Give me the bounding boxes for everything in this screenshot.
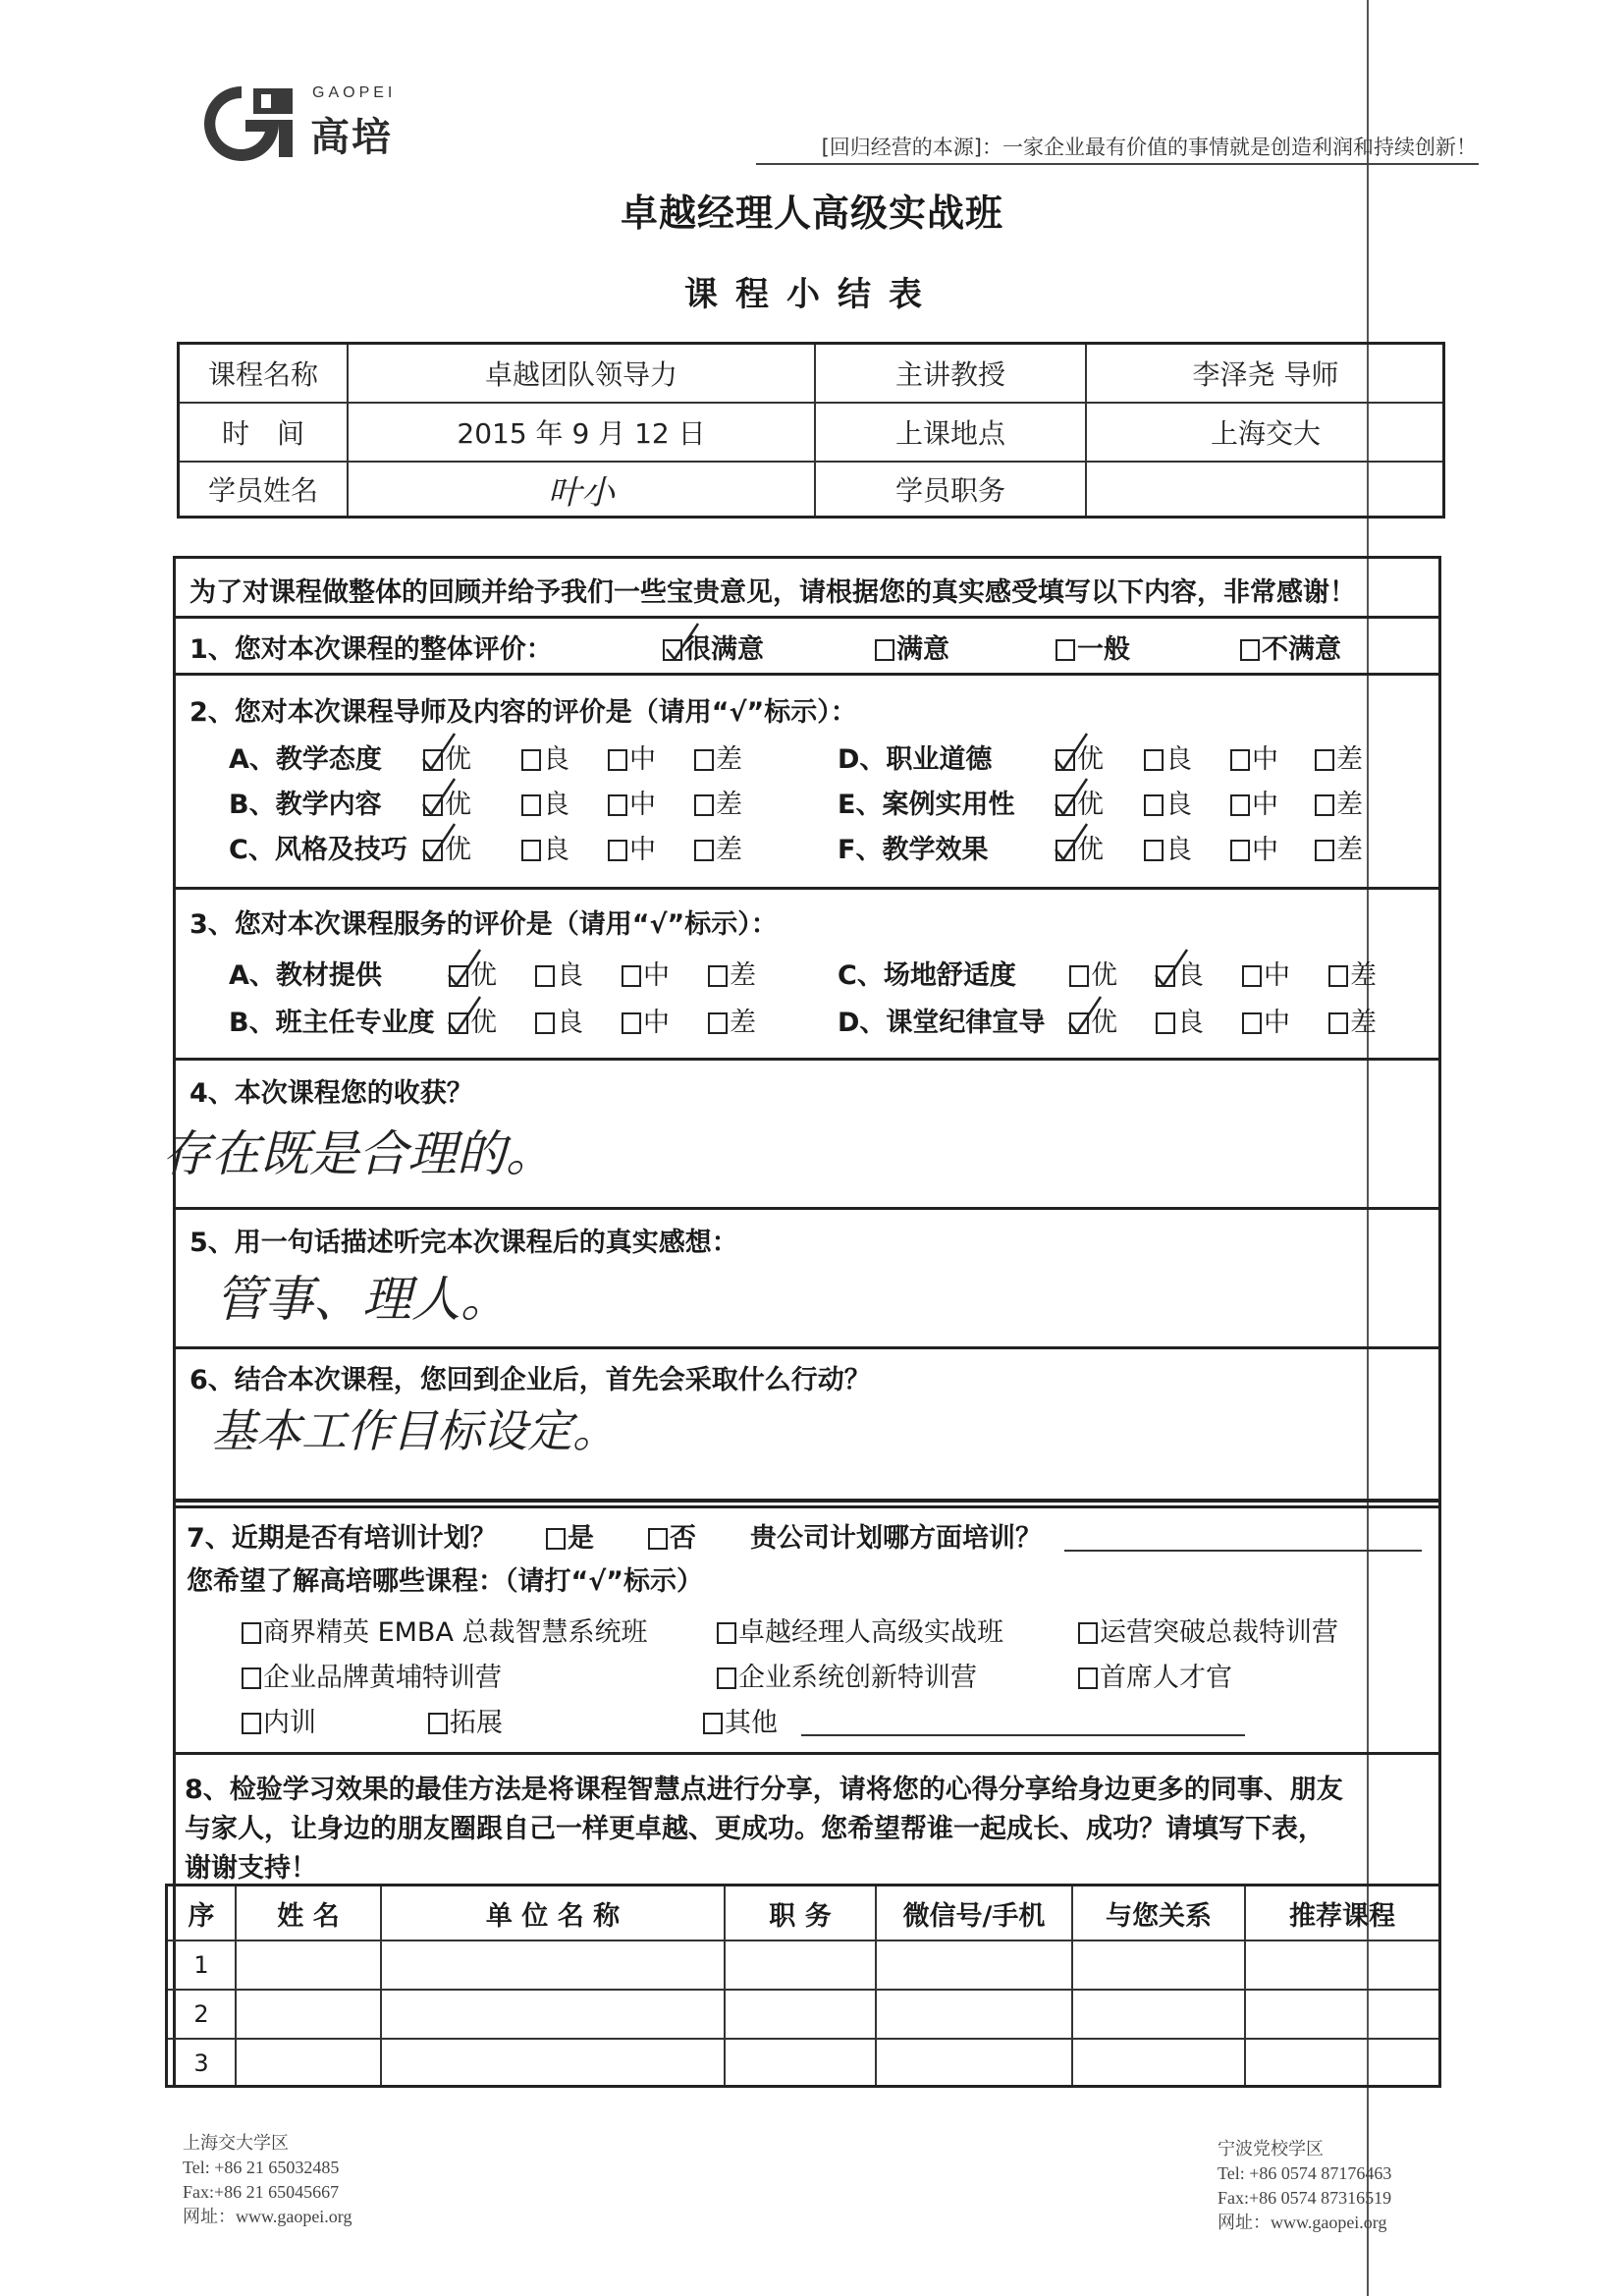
grade-label: 优 <box>1077 790 1104 820</box>
checkbox[interactable] <box>708 1012 728 1034</box>
grade-label: 良 <box>1165 744 1192 775</box>
location-value[interactable]: 上海交大 <box>1210 417 1321 450</box>
rating-item-label: E、案例实用性 <box>838 790 1015 820</box>
checkbox[interactable] <box>708 965 728 987</box>
checkbox[interactable] <box>622 1012 641 1034</box>
course-option-label: 卓越经理人高级实战班 <box>738 1617 1003 1648</box>
rating-option[interactable] <box>521 828 569 866</box>
rating-item-label: D、课堂纪律宣导 <box>838 1008 1046 1038</box>
section-divider <box>176 887 1438 890</box>
rating-item-label: A、教学态度 <box>229 744 382 775</box>
rating-option[interactable] <box>708 954 756 992</box>
checkbox[interactable] <box>1144 840 1164 861</box>
q1-option-label: 很满意 <box>684 634 764 665</box>
grade-label: 中 <box>1264 960 1290 991</box>
intro-text: 为了对课程做整体的回顾并给予我们一些宝贵意见，请根据您的真实感受填写以下内容，非常感谢！ <box>189 577 1356 608</box>
checkmark-icon <box>1065 993 1105 1038</box>
checkbox[interactable] <box>521 794 541 816</box>
checkbox[interactable] <box>1328 965 1348 987</box>
checkmark-icon <box>1052 775 1091 820</box>
grade-label: 优 <box>470 960 497 991</box>
course-option-label: 企业品牌黄埔特训营 <box>263 1663 502 1693</box>
location-label: 上课地点 <box>894 417 1005 450</box>
q4-text: 4、本次课程您的收获？ <box>189 1078 473 1109</box>
grade-label: 中 <box>1264 1008 1290 1038</box>
checkbox[interactable] <box>1242 965 1262 987</box>
grade-label: 中 <box>643 1008 670 1038</box>
feedback-form <box>162 556 1441 1508</box>
grade-label: 中 <box>1252 744 1278 775</box>
grade-label: 差 <box>716 835 742 865</box>
grade-label: 差 <box>1350 1008 1377 1038</box>
checkmark-icon <box>1152 946 1191 991</box>
time-label: 时 间 <box>221 417 304 450</box>
grade-label: 中 <box>1252 835 1278 865</box>
rating-option[interactable] <box>521 738 569 776</box>
rating-option[interactable] <box>608 783 656 821</box>
q1-option-average[interactable] <box>1056 628 1130 666</box>
footer-tel: Tel: +86 0574 87176463 <box>1218 2163 1392 2183</box>
rating-item-label: B、教学内容 <box>229 790 382 820</box>
checkbox[interactable] <box>1156 1012 1175 1034</box>
q1-option-label: 不满意 <box>1262 634 1341 665</box>
checkmark-icon <box>419 730 459 775</box>
grade-label: 优 <box>445 790 471 820</box>
footer-campus: 上海交大学区 <box>183 2133 289 2153</box>
footer-web-label: 网址： <box>183 2207 236 2226</box>
q7-area-question: 贵公司计划哪方面培训？ <box>750 1523 1042 1554</box>
time-value[interactable]: 2015 年 9 月 12 日 <box>457 417 706 450</box>
grade-label: 良 <box>1165 790 1192 820</box>
referral-table <box>165 1884 1441 2088</box>
q4-answer-handwriting[interactable]: 存在既是合理的。 <box>162 1125 555 1182</box>
referral-section <box>165 1508 1441 2088</box>
footer-web-link[interactable]: www.gaopei.org <box>236 2207 352 2226</box>
q1-option-label: 一般 <box>1077 634 1130 665</box>
section-divider <box>176 1207 1438 1210</box>
grade-label: 中 <box>629 835 656 865</box>
q7-course-question: 您希望了解高培哪些课程：（请打“√”标示） <box>187 1566 703 1597</box>
rating-option[interactable] <box>694 828 742 866</box>
course-name-value[interactable]: 卓越团队领导力 <box>484 358 677 391</box>
rating-option[interactable] <box>1242 954 1290 992</box>
footer-fax: Fax:+86 21 65045667 <box>183 2182 340 2202</box>
row-index: 1 <box>193 1951 209 1979</box>
rating-option[interactable] <box>608 738 656 776</box>
grade-label: 中 <box>629 790 656 820</box>
rating-option[interactable] <box>521 783 569 821</box>
rating-option[interactable] <box>1230 783 1278 821</box>
logo-cn-text: 高培 <box>310 115 393 160</box>
col-header-title: 职 务 <box>769 1900 832 1932</box>
section-divider <box>176 616 1438 619</box>
col-header-company: 单 位 名 称 <box>485 1900 621 1932</box>
grade-label: 优 <box>445 744 471 775</box>
checkmark-icon <box>663 620 702 665</box>
checkbox[interactable] <box>1144 794 1164 816</box>
student-position-value[interactable] <box>1087 463 1444 516</box>
course-option-label: 商界精英 EMBA 总裁智慧系统班 <box>263 1617 648 1648</box>
row-index: 2 <box>193 2000 209 2028</box>
checkbox[interactable] <box>608 794 627 816</box>
checkbox[interactable] <box>694 840 714 861</box>
footer-ningbo <box>1218 2137 1391 2235</box>
q8-line1: 8、检验学习效果的最佳方法是将课程智慧点进行分享，请将您的心得分享给身边更多的同事、朋友 <box>185 1775 1343 1805</box>
rating-item-label: F、教学效果 <box>838 835 989 865</box>
student-position-label: 学员职务 <box>894 474 1005 507</box>
checkmark-icon <box>1052 730 1091 775</box>
rating-option[interactable] <box>1144 783 1192 821</box>
student-name-label: 学员姓名 <box>207 474 318 507</box>
checkbox[interactable] <box>1230 840 1250 861</box>
grade-label: 良 <box>557 960 583 991</box>
checkbox[interactable] <box>1315 749 1334 771</box>
checkbox[interactable] <box>1315 794 1334 816</box>
row-index: 3 <box>193 2050 209 2077</box>
col-header-contact: 微信号/手机 <box>902 1900 1046 1932</box>
footer-campus: 宁波党校学区 <box>1218 2139 1324 2159</box>
rating-option[interactable] <box>708 1001 756 1039</box>
grade-label: 差 <box>716 790 742 820</box>
rating-item-label: D、职业道德 <box>838 744 993 775</box>
grade-label: 良 <box>1177 960 1204 991</box>
course-option-label: 其他 <box>725 1708 778 1738</box>
col-header-relation: 与您关系 <box>1106 1900 1212 1932</box>
course-name-label: 课程名称 <box>207 358 318 391</box>
rating-item-label: A、教材提供 <box>229 960 382 991</box>
grade-label: 差 <box>1336 790 1363 820</box>
footer-web-label: 网址： <box>1218 2213 1271 2232</box>
header-divider <box>756 163 1479 165</box>
checkbox[interactable] <box>1242 1012 1262 1034</box>
grade-label: 优 <box>1091 960 1117 991</box>
grade-label: 差 <box>730 960 756 991</box>
checkbox[interactable] <box>521 840 541 861</box>
checkbox[interactable] <box>1315 840 1334 861</box>
rating-option[interactable] <box>1144 738 1192 776</box>
q1-option-label: 满意 <box>896 634 949 665</box>
q7-text: 7、近期是否有培训计划？ <box>187 1523 497 1554</box>
rating-option[interactable] <box>622 954 670 992</box>
checkbox[interactable] <box>694 794 714 816</box>
q6-text: 6、结合本次课程，您回到企业后，首先会采取什么行动？ <box>189 1365 871 1395</box>
page-subtitle: 课程小结表 <box>684 275 940 314</box>
rating-option[interactable] <box>1328 954 1377 992</box>
checkbox[interactable] <box>521 749 541 771</box>
logo-en-text: GAOPEI <box>312 84 397 101</box>
rating-option[interactable] <box>694 738 742 776</box>
rating-option[interactable] <box>1328 1001 1377 1039</box>
footer-web-link[interactable]: www.gaopei.org <box>1271 2213 1387 2232</box>
checkbox[interactable] <box>1069 965 1089 987</box>
checkmark-icon <box>1052 820 1091 865</box>
rating-item-label: C、风格及技巧 <box>229 835 407 865</box>
grade-label: 良 <box>1177 1008 1204 1038</box>
rating-option[interactable] <box>694 783 742 821</box>
grade-label: 中 <box>643 960 670 991</box>
grade-label: 中 <box>629 744 656 775</box>
grid-line <box>168 1989 1438 1991</box>
rating-option[interactable] <box>1144 828 1192 866</box>
checkbox[interactable] <box>875 639 894 661</box>
q2-text: 2、您对本次课程导师及内容的评价是（请用“√”标示）： <box>189 697 857 728</box>
checkmark-icon <box>445 946 484 991</box>
rating-option[interactable] <box>1315 828 1363 866</box>
grid-line <box>168 1940 1438 1941</box>
grid-line <box>168 2038 1438 2040</box>
checkbox[interactable] <box>1230 794 1250 816</box>
checkmark-icon <box>419 820 459 865</box>
professor-label: 主讲教授 <box>894 358 1005 391</box>
checkbox[interactable] <box>1240 639 1260 661</box>
page-title: 卓越经理人高级实战班 <box>620 191 1003 235</box>
rating-option[interactable] <box>1315 783 1363 821</box>
grade-label: 良 <box>543 744 569 775</box>
rating-option[interactable] <box>1230 738 1278 776</box>
q8-line2: 与家人，让身边的朋友圈跟自己一样更卓越、更成功。您希望帮谁一起成长、成功？请填写下表， <box>185 1814 1325 1844</box>
checkbox[interactable] <box>1328 1012 1348 1034</box>
course-option-label: 企业系统创新特训营 <box>738 1663 977 1693</box>
q5-answer-handwriting[interactable]: 管事、理人。 <box>215 1271 510 1328</box>
rating-option[interactable] <box>608 828 656 866</box>
checkmark-icon <box>419 775 459 820</box>
grade-label: 优 <box>1077 744 1104 775</box>
rating-option[interactable] <box>1315 738 1363 776</box>
checkbox[interactable] <box>622 965 641 987</box>
q3-text: 3、您对本次课程服务的评价是（请用“√”标示）： <box>189 909 778 940</box>
checkbox[interactable] <box>535 965 555 987</box>
rating-option[interactable] <box>1242 1001 1290 1039</box>
grade-label: 差 <box>716 744 742 775</box>
grade-label: 优 <box>1091 1008 1117 1038</box>
student-name-value[interactable]: 叶小 <box>548 472 615 513</box>
col-header-course: 推荐课程 <box>1289 1900 1395 1932</box>
checkbox[interactable] <box>694 749 714 771</box>
q5-text: 5、用一句话描述听完本次课程后的真实感想： <box>189 1228 738 1258</box>
rating-item-label: C、场地舒适度 <box>838 960 1016 991</box>
section-divider <box>176 1058 1438 1061</box>
grade-label: 差 <box>1336 744 1363 775</box>
gaopei-logo <box>185 81 420 169</box>
grade-label: 差 <box>1336 835 1363 865</box>
col-header-name: 姓 名 <box>277 1900 340 1932</box>
grade-label: 良 <box>543 835 569 865</box>
checkbox[interactable] <box>1230 749 1250 771</box>
course-option-label: 拓展 <box>450 1708 503 1738</box>
rating-option[interactable] <box>535 954 583 992</box>
footer-shanghai <box>183 2131 352 2229</box>
footer-fax: Fax:+86 0574 87316519 <box>1218 2188 1392 2208</box>
slogan: [回归经营的本源]：一家企业最有价值的事情就是创造利润和持续创新！ <box>821 136 1477 159</box>
q1-option-dissatisfied[interactable] <box>1240 628 1341 666</box>
course-option-label: 首席人才官 <box>1100 1663 1232 1693</box>
checkbox[interactable] <box>608 840 627 861</box>
logo-mark-icon <box>185 81 300 163</box>
grade-label: 良 <box>557 1008 583 1038</box>
grade-label: 中 <box>1252 790 1278 820</box>
rating-option[interactable] <box>535 1001 583 1039</box>
grade-label: 优 <box>445 835 471 865</box>
q7-no-label: 否 <box>670 1523 696 1554</box>
section-divider <box>176 1346 1438 1349</box>
q1-text: 1、您对本次课程的整体评价： <box>189 634 553 665</box>
course-option-label: 内训 <box>263 1708 316 1738</box>
checkbox[interactable] <box>1144 749 1164 771</box>
q8-line3: 谢谢支持！ <box>185 1853 317 1884</box>
grade-label: 优 <box>1077 835 1104 865</box>
checkbox[interactable] <box>1056 639 1075 661</box>
grade-label: 差 <box>1350 960 1377 991</box>
professor-value[interactable]: 李泽尧 导师 <box>1192 358 1339 391</box>
course-option-label: 运营突破总裁特训营 <box>1100 1617 1338 1648</box>
grade-label: 差 <box>730 1008 756 1038</box>
checkbox[interactable] <box>535 1012 555 1034</box>
q6-answer-handwriting[interactable]: 基本工作目标设定。 <box>211 1404 618 1457</box>
checkmark-icon <box>445 993 484 1038</box>
section-divider <box>176 673 1438 676</box>
section-divider <box>173 1499 1441 1503</box>
q1-option-satisfied[interactable] <box>875 628 949 666</box>
grade-label: 优 <box>470 1008 497 1038</box>
checkbox[interactable] <box>608 749 627 771</box>
grade-label: 良 <box>1165 835 1192 865</box>
rating-option[interactable] <box>1230 828 1278 866</box>
footer-tel: Tel: +86 21 65032485 <box>183 2158 340 2177</box>
rating-option[interactable] <box>1156 1001 1204 1039</box>
col-header-index: 序 <box>188 1900 215 1932</box>
course-info-table <box>177 342 1445 519</box>
rating-option[interactable] <box>1069 954 1117 992</box>
rating-item-label: B、班主任专业度 <box>229 1008 435 1038</box>
grade-label: 良 <box>543 790 569 820</box>
rating-option[interactable] <box>622 1001 670 1039</box>
q7-yes-label: 是 <box>568 1523 594 1554</box>
